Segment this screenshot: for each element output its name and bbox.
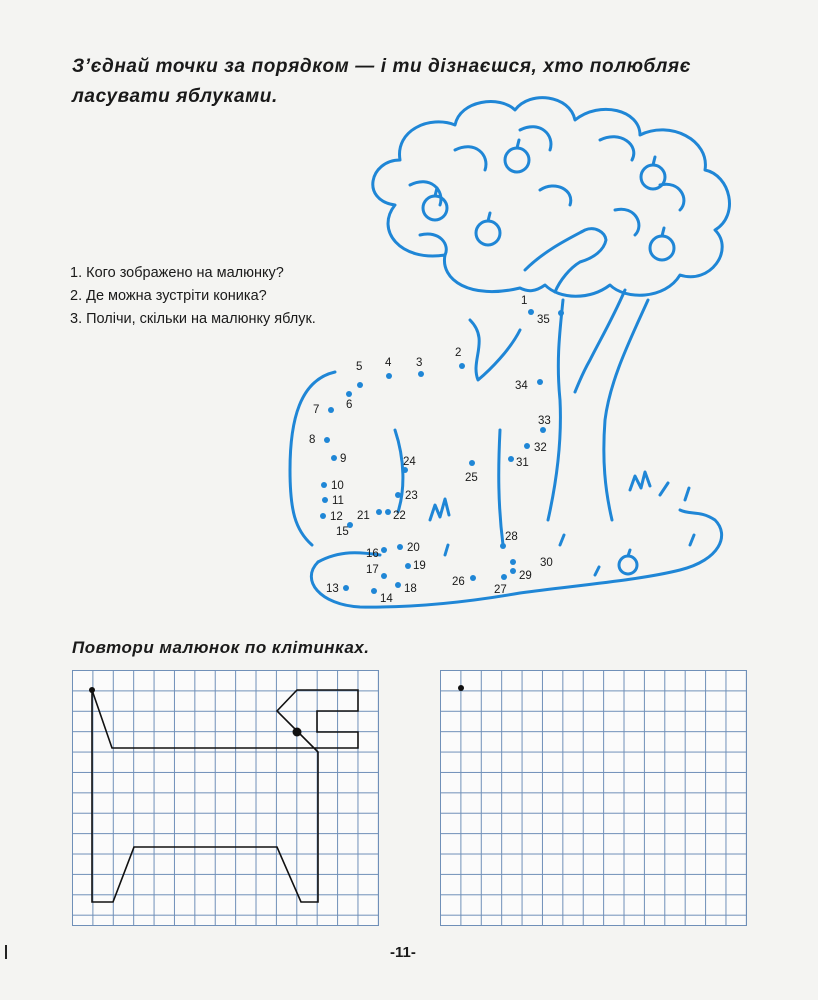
dot (381, 547, 387, 553)
task-title-line-1: З’єднай точки за порядком — і ти дізнаєшся, хто полюбляє (72, 56, 692, 77)
dot (459, 363, 465, 369)
dot (501, 574, 507, 580)
dot-label: 13 (326, 583, 339, 595)
dot (386, 373, 392, 379)
dot (324, 437, 330, 443)
dot (469, 460, 475, 466)
sample-dog-drawing (72, 670, 378, 926)
dot-label: 26 (452, 576, 465, 588)
dot-label: 35 (537, 314, 550, 326)
dot-label: 18 (404, 583, 417, 595)
dot-label: 24 (403, 456, 416, 468)
dot-label: 6 (346, 399, 353, 411)
dot-label: 19 (413, 560, 426, 572)
dot-label: 22 (393, 510, 406, 522)
dot-label: 2 (455, 347, 462, 359)
dot-label: 29 (519, 570, 532, 582)
dot-label: 11 (332, 495, 344, 507)
dot (395, 492, 401, 498)
dot-label: 1 (521, 295, 528, 307)
dot (331, 455, 337, 461)
page-number: -11- (390, 944, 416, 961)
dot-label: 34 (515, 380, 528, 392)
dot (397, 544, 403, 550)
dot-label: 28 (505, 531, 518, 543)
dot-label: 32 (534, 442, 547, 454)
dot-label: 23 (405, 490, 418, 502)
question-item: 2. Де можна зустріти коника? (70, 288, 267, 304)
dot-label: 5 (356, 361, 363, 373)
dot-label: 10 (331, 480, 344, 492)
dots-group (320, 309, 564, 594)
dot (510, 559, 516, 565)
task-title-line-2: ласувати яблуками. (72, 86, 278, 107)
dot-label: 33 (538, 415, 551, 427)
grid-task-title: Повтори малюнок по клітинках. (72, 638, 370, 657)
practice-start-dot (440, 670, 480, 710)
dot (418, 371, 424, 377)
dot (346, 391, 352, 397)
dot-label: 27 (494, 584, 507, 596)
dot (395, 582, 401, 588)
dot (558, 310, 564, 316)
dot (528, 309, 534, 315)
dot (322, 497, 328, 503)
dot-label: 9 (340, 453, 347, 465)
dot-label: 3 (416, 357, 423, 369)
dot-label: 7 (313, 404, 320, 416)
dot-label: 14 (380, 593, 393, 605)
practice-grid[interactable] (440, 670, 747, 926)
dot (343, 585, 349, 591)
dot (381, 573, 387, 579)
question-item: 3. Полічи, скільки на малюнку яблук. (70, 311, 316, 327)
dot (500, 543, 506, 549)
dot-label: 30 (540, 557, 553, 569)
dot (470, 575, 476, 581)
horse-head-outline (525, 229, 606, 292)
dot (405, 563, 411, 569)
tree-crown (373, 98, 730, 297)
dot (321, 482, 327, 488)
dot (328, 407, 334, 413)
dot-label: 12 (330, 511, 343, 523)
question-item: 1. Кого зображено на малюнку? (70, 265, 284, 281)
dot (510, 568, 516, 574)
dot (371, 588, 377, 594)
dot-label: 25 (465, 472, 478, 484)
dot (508, 456, 514, 462)
dot-label: 21 (357, 510, 370, 522)
margin-mark (5, 945, 7, 959)
dot (357, 382, 363, 388)
dot-label: 15 (336, 526, 349, 538)
dot (537, 379, 543, 385)
dot (320, 513, 326, 519)
dot (376, 509, 382, 515)
dot (524, 443, 530, 449)
question-list (70, 262, 316, 331)
dot-label: 31 (516, 457, 529, 469)
dot-label: 4 (385, 357, 392, 369)
dot-label: 16 (366, 548, 379, 560)
dot (540, 427, 546, 433)
dot (385, 509, 391, 515)
dot-label: 20 (407, 542, 420, 554)
dot-label: 8 (309, 434, 316, 446)
dot-label: 17 (366, 564, 379, 576)
